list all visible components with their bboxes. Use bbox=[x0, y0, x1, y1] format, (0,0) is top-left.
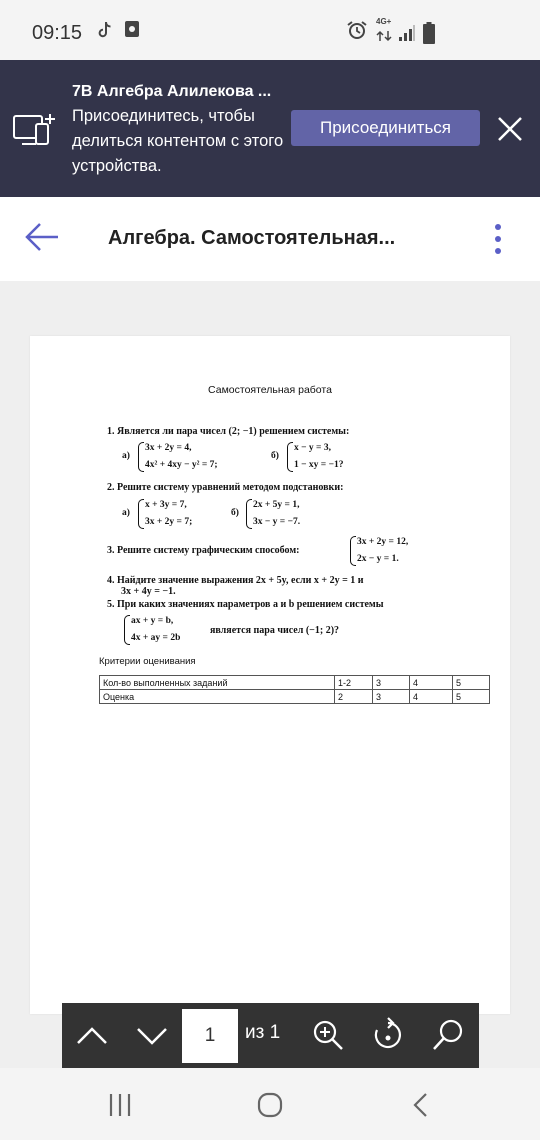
table-row bbox=[100, 690, 490, 704]
label-a: а) bbox=[122, 451, 130, 461]
equation: 3x + 2y = 4, bbox=[145, 443, 192, 453]
previous-page-icon[interactable] bbox=[74, 1017, 110, 1053]
brace bbox=[350, 536, 356, 566]
system-5 bbox=[124, 613, 180, 647]
criteria-label: Критерии оценивания bbox=[99, 656, 196, 667]
label-a: а) bbox=[122, 508, 130, 518]
close-icon[interactable] bbox=[495, 114, 525, 144]
network-type-label: 4G+ bbox=[376, 17, 392, 26]
system-2b bbox=[246, 497, 300, 531]
task-2: 2. Решите систему уравнений методом подстановки: bbox=[107, 482, 344, 493]
table-cell: 4 bbox=[410, 690, 453, 704]
table-cell: 5 bbox=[453, 690, 490, 704]
back-icon[interactable] bbox=[406, 1090, 436, 1120]
equation: 4x + ay = 2b bbox=[131, 633, 181, 643]
brace bbox=[124, 615, 130, 645]
data-arrows-icon bbox=[376, 30, 394, 42]
rotate-icon[interactable] bbox=[370, 1017, 406, 1053]
app-header bbox=[0, 197, 540, 281]
equation: x + 3y = 7, bbox=[145, 500, 187, 510]
label-b: б) bbox=[231, 508, 239, 518]
page-number-input[interactable]: 1 bbox=[182, 1009, 238, 1063]
page-total: из 1 bbox=[245, 1022, 281, 1043]
zoom-in-icon[interactable] bbox=[310, 1017, 346, 1053]
document-title: Алгебра. Самостоятельная... bbox=[108, 227, 396, 249]
signal-icon bbox=[398, 24, 416, 42]
brace bbox=[287, 442, 293, 472]
worksheet-title: Самостоятельная работа bbox=[208, 384, 332, 396]
task-4-continued: 3x + 4y = −1. bbox=[121, 586, 176, 597]
equation: 4x² + 4xy − y² = 7; bbox=[145, 460, 218, 470]
alarm-icon bbox=[346, 20, 368, 40]
equation: 2x + 5y = 1, bbox=[253, 500, 300, 510]
pdf-toolbar bbox=[62, 1003, 479, 1068]
notification-app-icon bbox=[124, 20, 140, 38]
table-cell: 2 bbox=[335, 690, 373, 704]
table-cell: 3 bbox=[373, 690, 410, 704]
label-b: б) bbox=[271, 451, 279, 461]
battery-icon bbox=[423, 22, 435, 44]
system-3 bbox=[350, 534, 408, 568]
table-cell: 4 bbox=[410, 676, 453, 690]
status-time: 09:15 bbox=[32, 22, 83, 44]
criteria-table bbox=[99, 675, 490, 704]
equation: 2x − y = 1. bbox=[357, 554, 399, 564]
table-cell: 1-2 bbox=[335, 676, 373, 690]
share-device-icon bbox=[12, 112, 56, 148]
task-4: 4. Найдите значение выражения 2x + 5y, если x + 2y = 1 и bbox=[107, 575, 364, 586]
status-bar bbox=[0, 0, 540, 60]
equation: x − y = 3, bbox=[294, 443, 331, 453]
equation: 1 − xy = −1? bbox=[294, 460, 344, 470]
equation: 3x − y = −7. bbox=[253, 517, 301, 527]
table-cell: Кол-во выполненных заданий bbox=[100, 676, 335, 690]
system-1b bbox=[287, 440, 344, 474]
join-button[interactable]: Присоединиться bbox=[291, 110, 480, 146]
home-icon[interactable] bbox=[255, 1090, 285, 1120]
task-5: 5. При каких значениях параметров a и b решением системы bbox=[107, 599, 384, 610]
meeting-title: 7В Алгебра Алилекова ... bbox=[72, 83, 272, 100]
table-cell: Оценка bbox=[100, 690, 335, 704]
back-arrow-icon[interactable] bbox=[22, 219, 62, 255]
system-2a bbox=[138, 497, 192, 531]
brace bbox=[138, 499, 144, 529]
system-nav-bar bbox=[0, 1068, 540, 1140]
next-page-icon[interactable] bbox=[134, 1017, 170, 1053]
equation: 3x + 2y = 12, bbox=[357, 537, 409, 547]
table-row bbox=[100, 676, 490, 690]
search-icon[interactable] bbox=[430, 1017, 466, 1053]
task-5-tail: является пара чисел (−1; 2)? bbox=[210, 625, 340, 636]
recent-apps-icon[interactable] bbox=[105, 1090, 135, 1120]
brace bbox=[246, 499, 252, 529]
table-cell: 5 bbox=[453, 676, 490, 690]
tiktok-icon bbox=[97, 20, 113, 40]
task-1: 1. Является ли пара чисел (2; −1) решением системы: bbox=[107, 426, 350, 437]
meeting-banner bbox=[0, 60, 540, 197]
banner-message: Присоединитесь, чтобы делиться контентом с этого устройства. bbox=[72, 107, 284, 175]
equation: ax + y = b, bbox=[131, 616, 174, 626]
brace bbox=[138, 442, 144, 472]
equation: 3x + 2y = 7; bbox=[145, 517, 193, 527]
more-options-icon[interactable] bbox=[488, 221, 508, 257]
task-3: 3. Решите систему графическим способом: bbox=[107, 545, 300, 556]
system-1a bbox=[138, 440, 218, 474]
table-cell: 3 bbox=[373, 676, 410, 690]
pdf-page bbox=[30, 336, 510, 1014]
